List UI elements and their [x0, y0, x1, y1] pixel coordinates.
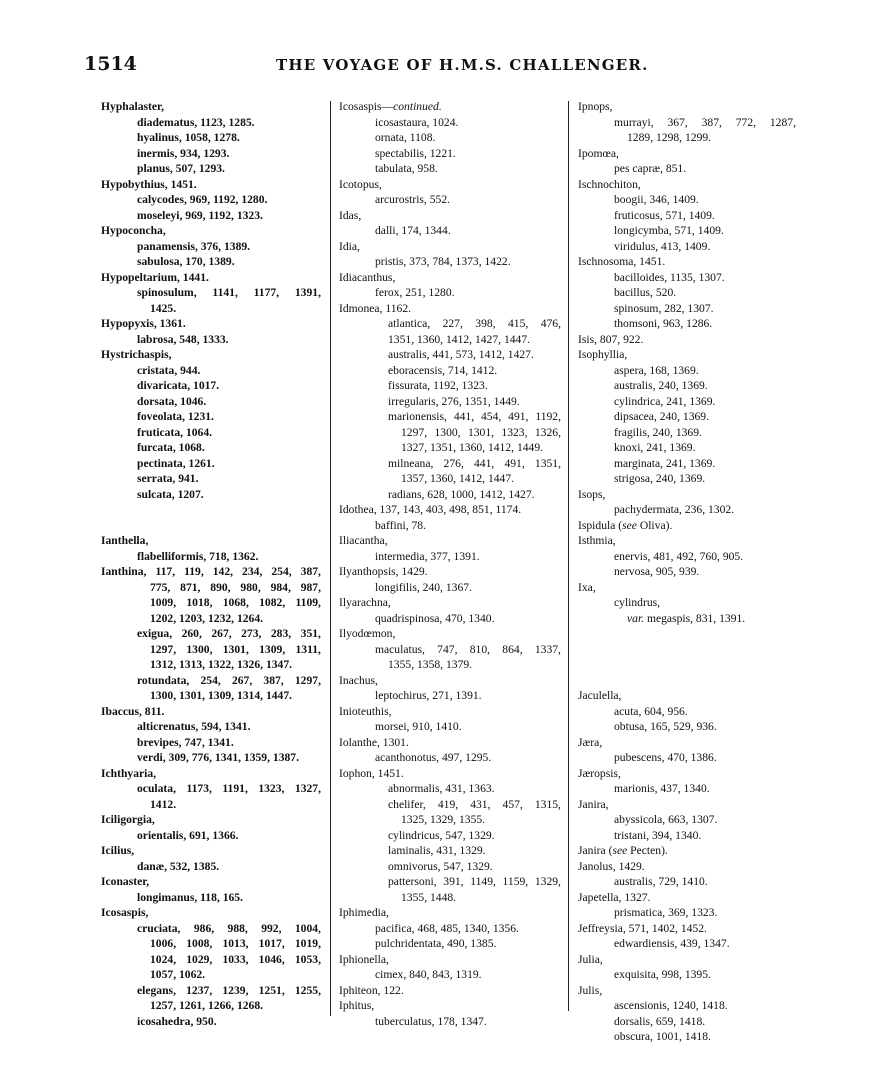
- index-entry: hyalinus, 1058, 1278.: [137, 131, 240, 144]
- index-entry: serrata, 941.: [137, 472, 199, 485]
- index-column-middle: [339, 99, 561, 1029]
- index-heading: Ibaccus, 811.: [101, 704, 165, 718]
- index-heading: Ipomœa,: [578, 146, 619, 160]
- index-heading: Iconaster,: [101, 875, 150, 888]
- index-heading: Icilius,: [101, 844, 135, 857]
- index-heading: Idmonea, 1162.: [339, 301, 412, 315]
- index-entry: dorsata, 1046.: [137, 394, 207, 408]
- index-heading: Icotopus,: [339, 177, 382, 191]
- index-heading: Ilyanthopsis, 1429.: [339, 565, 428, 578]
- index-entry: viridulus, 413, 1409.: [614, 239, 711, 253]
- index-entry: 1009, 1018, 1068, 1082, 1109,: [150, 596, 321, 609]
- index-entry: 1289, 1298, 1299.: [627, 131, 712, 144]
- index-entry: longicymba, 571, 1409.: [614, 224, 724, 237]
- index-heading: Janira (see Pecten).: [578, 844, 668, 857]
- index-heading: Ilyodœmon,: [339, 627, 396, 640]
- index-entry: acanthonotus, 497, 1295.: [375, 751, 492, 764]
- index-heading: Idiacanthus,: [339, 270, 396, 284]
- index-heading: Ispidula (see Oliva).: [578, 518, 673, 532]
- index-entry: 1024, 1029, 1033, 1046, 1053,: [150, 952, 321, 966]
- index-entry: knoxi, 241, 1369.: [614, 441, 696, 454]
- index-entry: quadrispinosa, 470, 1340.: [375, 611, 495, 625]
- index-entry: furcata, 1068.: [137, 441, 205, 454]
- index-entry: radians, 628, 1000, 1412, 1427.: [388, 487, 535, 501]
- index-entry: 1297, 1300, 1301, 1323, 1326,: [401, 425, 561, 439]
- index-heading: Jeffreysia, 571, 1402, 1452.: [578, 921, 707, 935]
- index-heading: Hypobythius, 1451.: [101, 177, 197, 191]
- index-entry: dipsacea, 240, 1369.: [614, 410, 709, 423]
- index-entry: labrosa, 548, 1333.: [137, 332, 229, 346]
- index-heading: Icosaspis,: [101, 906, 149, 919]
- index-entry: murrayi, 367, 387, 772, 1287,: [614, 115, 796, 129]
- index-entry: pristis, 373, 784, 1373, 1422.: [375, 255, 511, 268]
- index-entry: ferox, 251, 1280.: [375, 286, 455, 299]
- index-entry: pulchridentata, 490, 1385.: [375, 937, 497, 950]
- index-heading: Icosaspis—continued.: [339, 100, 442, 113]
- index-entry: marginata, 241, 1369.: [614, 456, 716, 470]
- index-entry: panamensis, 376, 1389.: [137, 239, 251, 253]
- index-entry: 1325, 1329, 1355.: [401, 813, 486, 826]
- index-entry: fragilis, 240, 1369.: [614, 425, 702, 439]
- index-entry: marionensis, 441, 454, 491, 1192,: [388, 410, 561, 423]
- index-entry: prismatica, 369, 1323.: [614, 906, 718, 919]
- index-entry: enervis, 481, 492, 760, 905.: [614, 549, 744, 563]
- index-entry: exquisita, 998, 1395.: [614, 968, 711, 981]
- index-heading: Isophyllia,: [578, 348, 628, 361]
- index-entry: pattersoni, 391, 1149, 1159, 1329,: [388, 875, 561, 888]
- index-heading: Jæropsis,: [578, 766, 621, 780]
- index-entry: atlantica, 227, 398, 415, 476,: [388, 317, 561, 330]
- index-entry: morsei, 910, 1410.: [375, 720, 462, 733]
- index-entry: irregularis, 276, 1351, 1449.: [388, 394, 520, 408]
- index-entry: cylindricus, 547, 1329.: [388, 828, 495, 842]
- index-entry: pachydermata, 236, 1302.: [614, 503, 735, 516]
- index-heading: Inioteuthis,: [339, 704, 392, 718]
- index-heading: Idas,: [339, 208, 362, 222]
- blank-line: [101, 502, 321, 518]
- index-entry: 1412.: [150, 797, 177, 811]
- index-entry: 1357, 1360, 1412, 1447.: [401, 472, 515, 485]
- index-heading: Ischnochiton,: [578, 177, 641, 191]
- index-entry: moseleyi, 969, 1192, 1323.: [137, 208, 263, 222]
- index-entry: 1355, 1358, 1379.: [388, 658, 473, 671]
- index-column-left: [101, 99, 321, 1029]
- index-entry: spinosulum, 1141, 1177, 1391,: [137, 286, 321, 299]
- index-entry: fissurata, 1192, 1323.: [388, 379, 488, 392]
- index-entry: longimanus, 118, 165.: [137, 890, 243, 904]
- index-entry: exigua, 260, 267, 273, 283, 351,: [137, 627, 321, 640]
- index-entry: calycodes, 969, 1192, 1280.: [137, 193, 268, 206]
- index-entry: flabelliformis, 718, 1362.: [137, 549, 259, 563]
- index-heading: Iliacantha,: [339, 534, 388, 547]
- index-entry: abyssicola, 663, 1307.: [614, 813, 718, 826]
- index-entry: cylindrus,: [614, 596, 661, 609]
- index-entry: spinosum, 282, 1307.: [614, 301, 714, 315]
- index-entry: elegans, 1237, 1239, 1251, 1255,: [137, 983, 321, 997]
- index-heading: Hystrichaspis,: [101, 348, 172, 361]
- index-entry: maculatus, 747, 810, 864, 1337,: [375, 642, 561, 656]
- index-entry: cristata, 944.: [137, 363, 201, 377]
- index-entry: marionis, 437, 1340.: [614, 782, 710, 795]
- index-entry: milneana, 276, 441, 491, 1351,: [388, 456, 561, 470]
- index-heading: Iphitus,: [339, 999, 375, 1012]
- index-entry: sulcata, 1207.: [137, 487, 204, 501]
- index-entry: 1057, 1062.: [150, 968, 206, 981]
- running-title: THE VOYAGE OF H.M.S. CHALLENGER.: [276, 56, 649, 74]
- index-heading: Janolus, 1429.: [578, 859, 645, 873]
- index-heading: Idia,: [339, 239, 360, 253]
- index-heading: Hypopyxis, 1361.: [101, 317, 186, 330]
- index-entry: dorsalis, 659, 1418.: [614, 1014, 706, 1028]
- index-entry: abnormalis, 431, 1363.: [388, 782, 495, 795]
- column-rule: [330, 101, 331, 1016]
- index-heading: Ixa,: [578, 580, 596, 594]
- blank-line: [578, 626, 796, 642]
- index-entry: rotundata, 254, 267, 387, 1297,: [137, 673, 321, 687]
- index-entry: pectinata, 1261.: [137, 456, 215, 470]
- index-entry: diadematus, 1123, 1285.: [137, 115, 255, 129]
- index-heading: Japetella, 1327.: [578, 890, 651, 904]
- index-entry: brevipes, 747, 1341.: [137, 735, 234, 749]
- index-heading: Iphimedia,: [339, 906, 389, 919]
- index-entry: thomsoni, 963, 1286.: [614, 317, 713, 330]
- index-entry: 1327, 1351, 1360, 1412, 1449.: [401, 441, 544, 454]
- index-entry: australis, 441, 573, 1412, 1427.: [388, 348, 534, 361]
- index-entry: 1202, 1203, 1232, 1264.: [150, 611, 264, 625]
- index-heading: Hypopeltarium, 1441.: [101, 270, 209, 284]
- index-entry: inermis, 934, 1293.: [137, 146, 230, 160]
- column-rule: [568, 101, 569, 1011]
- index-entry: edwardiensis, 439, 1347.: [614, 937, 730, 950]
- index-entry: fruticata, 1064.: [137, 425, 213, 439]
- index-entry: intermedia, 377, 1391.: [375, 549, 480, 563]
- index-entry: dalli, 174, 1344.: [375, 224, 451, 237]
- index-heading: Isops,: [578, 487, 606, 501]
- index-entry: obscura, 1001, 1418.: [614, 1030, 711, 1043]
- index-entry: longifilis, 240, 1367.: [375, 580, 472, 594]
- index-entry: oculata, 1173, 1191, 1323, 1327,: [137, 782, 321, 795]
- index-heading: Iciligorgia,: [101, 813, 155, 826]
- index-entry: 775, 871, 890, 980, 984, 987,: [150, 580, 321, 594]
- index-heading: Ianthina, 117, 119, 142, 234, 254, 387,: [101, 565, 321, 578]
- index-entry: 1351, 1360, 1412, 1427, 1447.: [388, 332, 531, 346]
- index-heading: Ipnops,: [578, 100, 613, 113]
- page-number: 1514: [84, 53, 137, 75]
- blank-line: [578, 657, 796, 673]
- index-heading: Janira,: [578, 797, 609, 811]
- index-heading: Idothea, 137, 143, 403, 498, 851, 1174.: [339, 503, 522, 516]
- index-entry: leptochirus, 271, 1391.: [375, 689, 482, 702]
- index-entry: bacilloides, 1135, 1307.: [614, 270, 725, 284]
- index-entry: planus, 507, 1293.: [137, 162, 225, 175]
- index-heading: Hyphalaster,: [101, 100, 165, 113]
- index-entry: cimex, 840, 843, 1319.: [375, 968, 482, 981]
- index-entry: tuberculatus, 178, 1347.: [375, 1014, 487, 1028]
- index-entry: eboracensis, 714, 1412.: [388, 363, 498, 377]
- index-entry: divaricata, 1017.: [137, 379, 220, 392]
- index-entry: orientalis, 691, 1366.: [137, 828, 239, 842]
- index-entry: arcurostris, 552.: [375, 193, 451, 206]
- index-heading: Iphiteon, 122.: [339, 983, 404, 997]
- index-entry: 1006, 1008, 1013, 1017, 1019,: [150, 937, 321, 950]
- index-entry: foveolata, 1231.: [137, 410, 214, 423]
- index-entry: alticrenatus, 594, 1341.: [137, 720, 251, 733]
- index-entry: pes capræ, 851.: [614, 162, 687, 175]
- index-heading: Ilyarachna,: [339, 596, 391, 609]
- index-heading: Isis, 807, 922.: [578, 332, 644, 346]
- index-entry: tristani, 394, 1340.: [614, 828, 702, 842]
- index-entry: fruticosus, 571, 1409.: [614, 208, 715, 222]
- index-entry: cylindrica, 241, 1369.: [614, 394, 716, 408]
- index-heading: Ichthyaria,: [101, 766, 157, 780]
- index-entry: acuta, 604, 956.: [614, 704, 688, 718]
- index-entry: icosastaura, 1024.: [375, 115, 459, 129]
- index-entry: verdi, 309, 776, 1341, 1359, 1387.: [137, 751, 299, 764]
- index-heading: Jaculella,: [578, 689, 622, 702]
- index-entry: var. megaspis, 831, 1391.: [627, 611, 746, 625]
- index-entry: 1257, 1261, 1266, 1268.: [150, 999, 264, 1012]
- index-heading: Iphionella,: [339, 952, 389, 966]
- index-entry: chelifer, 419, 431, 457, 1315,: [388, 797, 561, 811]
- index-heading: Ischnosoma, 1451.: [578, 255, 666, 268]
- index-entry: 1425.: [150, 301, 177, 315]
- index-entry: boogii, 346, 1409.: [614, 193, 699, 206]
- index-heading: Julis,: [578, 983, 603, 997]
- index-entry: ascensionis, 1240, 1418.: [614, 999, 728, 1012]
- index-column-right: [578, 99, 796, 1045]
- index-entry: strigosa, 240, 1369.: [614, 472, 706, 485]
- index-entry: nervosa, 905, 939.: [614, 565, 700, 578]
- index-entry: 1355, 1448.: [401, 890, 457, 904]
- index-heading: Ianthella,: [101, 534, 149, 547]
- index-entry: australis, 729, 1410.: [614, 875, 708, 888]
- index-heading: Hypoconcha,: [101, 224, 166, 237]
- index-entry: tabulata, 958.: [375, 162, 438, 175]
- index-entry: aspera, 168, 1369.: [614, 363, 699, 377]
- index-entry: icosahedra, 950.: [137, 1014, 217, 1028]
- index-heading: Inachus,: [339, 673, 378, 687]
- index-entry: 1300, 1301, 1309, 1314, 1447.: [150, 689, 293, 702]
- index-heading: Jæra,: [578, 735, 603, 749]
- index-entry: omnivorus, 547, 1329.: [388, 859, 493, 873]
- index-heading: Isthmia,: [578, 534, 616, 547]
- index-entry: laminalis, 431, 1329.: [388, 844, 486, 857]
- index-entry: sabulosa, 170, 1389.: [137, 255, 235, 268]
- blank-line: [578, 642, 796, 658]
- index-heading: Iolanthe, 1301.: [339, 735, 409, 749]
- blank-line: [101, 518, 321, 534]
- index-entry: spectabilis, 1221.: [375, 146, 456, 160]
- blank-line: [578, 673, 796, 689]
- index-heading: Iophon, 1451.: [339, 766, 404, 780]
- index-entry: pacifica, 468, 485, 1340, 1356.: [375, 921, 519, 935]
- index-entry: 1312, 1313, 1322, 1326, 1347.: [150, 658, 293, 671]
- index-entry: obtusa, 165, 529, 936.: [614, 720, 717, 733]
- index-entry: australis, 240, 1369.: [614, 379, 708, 392]
- index-entry: cruciata, 986, 988, 992, 1004,: [137, 921, 321, 935]
- index-entry: 1297, 1300, 1301, 1309, 1311,: [150, 642, 321, 656]
- index-entry: baffini, 78.: [375, 518, 426, 532]
- index-entry: danæ, 532, 1385.: [137, 859, 220, 873]
- index-entry: pubescens, 470, 1386.: [614, 751, 717, 764]
- index-entry: bacillus, 520.: [614, 286, 677, 299]
- index-entry: ornata, 1108.: [375, 131, 436, 144]
- index-heading: Julia,: [578, 952, 603, 966]
